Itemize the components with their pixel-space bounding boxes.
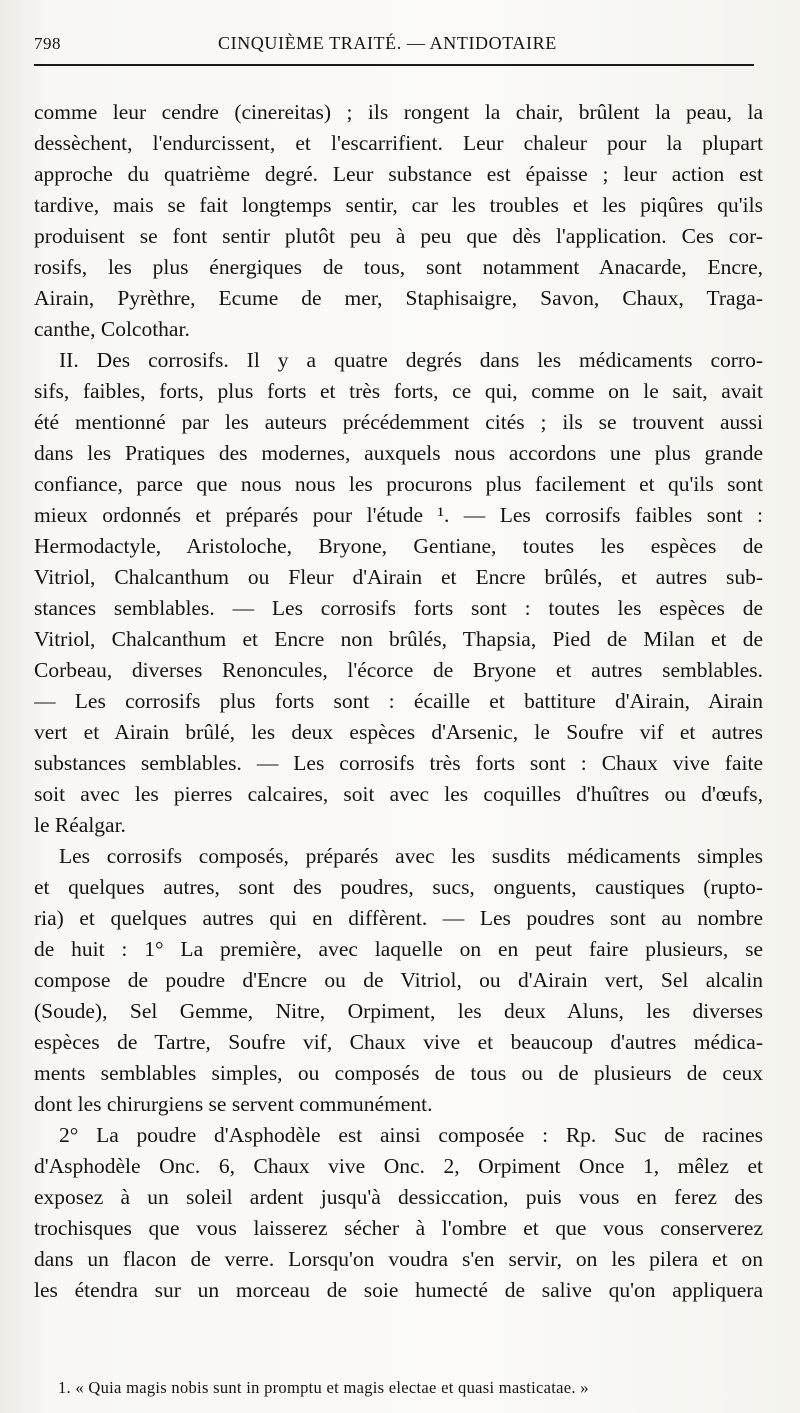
text-line: — Les corrosifs plus forts sont : écaille et battiture d'Airain, Airain (34, 689, 763, 713)
text-line: trochisques que vous laisserez sécher à l'ombre et que vous conserverez (34, 1216, 763, 1240)
text-line: comme leur cendre (cinereitas) ; ils rongent la chair, brûlent la peau, la (34, 100, 763, 124)
text-line: dans les Pratiques des modernes, auxquels nous accordons une plus grande (34, 441, 763, 465)
text-line: sifs, faibles, forts, plus forts et très forts, ce qui, comme on le sait, avait (34, 379, 763, 403)
text-line: (Soude), Sel Gemme, Nitre, Orpiment, les deux Aluns, les diverses (34, 999, 763, 1023)
text-line: 2° La poudre d'Asphodèle est ainsi composée : Rp. Suc de racines (59, 1123, 763, 1147)
text-line: exposez à un soleil ardent jusqu'à dessiccation, puis vous en ferez des (34, 1185, 763, 1209)
text-line: canthe, Colcothar. (34, 317, 190, 341)
text-line: Airain, Pyrèthre, Ecume de mer, Staphisaigre, Savon, Chaux, Traga- (34, 286, 763, 310)
text-line: dessèchent, l'endurcissent, et l'escarrifient. Leur chaleur pour la plupart (34, 131, 763, 155)
footnote: 1. « Quia magis nobis sunt in promptu et magis electae et quasi masticatae. » (58, 1378, 589, 1397)
text-line: compose de poudre d'Encre ou de Vitriol, ou d'Airain vert, Sel alcalin (34, 968, 763, 992)
text-line: ria) et quelques autres qui en diffèrent. — Les poudres sont au nombre (34, 906, 763, 930)
text-line: et quelques autres, sont des poudres, sucs, onguents, caustiques (rupto- (34, 875, 763, 899)
text-line: rosifs, les plus énergiques de tous, sont notamment Anacarde, Encre, (34, 255, 763, 279)
text-line: approche du quatrième degré. Leur substance est épaisse ; leur action est (34, 162, 763, 186)
text-line: produisent se font sentir plutôt peu à peu que dès l'application. Ces cor- (34, 224, 763, 248)
text-line: de huit : 1° La première, avec laquelle on en peut faire plusieurs, se (34, 937, 763, 961)
text-line: le Réalgar. (34, 813, 126, 837)
text-line: les étendra sur un morceau de soie humecté de salive qu'on appliquera (34, 1278, 763, 1302)
text-line: espèces de Tartre, Soufre vif, Chaux vive et beaucoup d'autres médica- (34, 1030, 763, 1054)
body-text (34, 97, 763, 1306)
text-line: soit avec les pierres calcaires, soit avec les coquilles d'huîtres ou d'œufs, (34, 782, 763, 806)
text-line: vert et Airain brûlé, les deux espèces d'Arsenic, le Soufre vif et autres (34, 720, 763, 744)
text-line: ments semblables simples, ou composés de tous ou de plusieurs de ceux (34, 1061, 763, 1085)
page-number: 798 (34, 34, 61, 53)
text-line: d'Asphodèle Onc. 6, Chaux vive Onc. 2, Orpiment Once 1, mêlez et (34, 1154, 763, 1178)
running-head (34, 28, 756, 58)
running-title: CINQUIÈME TRAITÉ. — ANTIDOTAIRE (218, 33, 557, 53)
header-rule (34, 64, 754, 66)
text-line: Vitriol, Chalcanthum ou Fleur d'Airain et Encre brûlés, et autres sub- (34, 565, 763, 589)
text-line: Les corrosifs composés, préparés avec les susdits médicaments simples (59, 844, 763, 868)
text-line: Corbeau, diverses Renoncules, l'écorce de Bryone et autres semblables. (34, 658, 763, 682)
text-line: Hermodactyle, Aristoloche, Bryone, Gentiane, toutes les espèces de (34, 534, 763, 558)
text-line: II. Des corrosifs. Il y a quatre degrés dans les médicaments corro- (59, 348, 763, 372)
text-line: tardive, mais se fait longtemps sentir, car les troubles et les piqûres qu'ils (34, 193, 763, 217)
text-line: confiance, parce que nous nous les procurons plus facilement et qu'ils sont (34, 472, 763, 496)
text-line: stances semblables. — Les corrosifs forts sont : toutes les espèces de (34, 596, 763, 620)
text-line: dans un flacon de verre. Lorsqu'on voudra s'en servir, on les pilera et on (34, 1247, 763, 1271)
text-line: Vitriol, Chalcanthum et Encre non brûlés, Thapsia, Pied de Milan et de (34, 627, 763, 651)
text-line: mieux ordonnés et préparés pour l'étude ¹. — Les corrosifs faibles sont : (34, 503, 763, 527)
text-line: substances semblables. — Les corrosifs très forts sont : Chaux vive faite (34, 751, 763, 775)
text-line: dont les chirurgiens se servent communément. (34, 1092, 433, 1116)
text-line: été mentionné par les auteurs précédemment cités ; ils se trouvent aussi (34, 410, 763, 434)
